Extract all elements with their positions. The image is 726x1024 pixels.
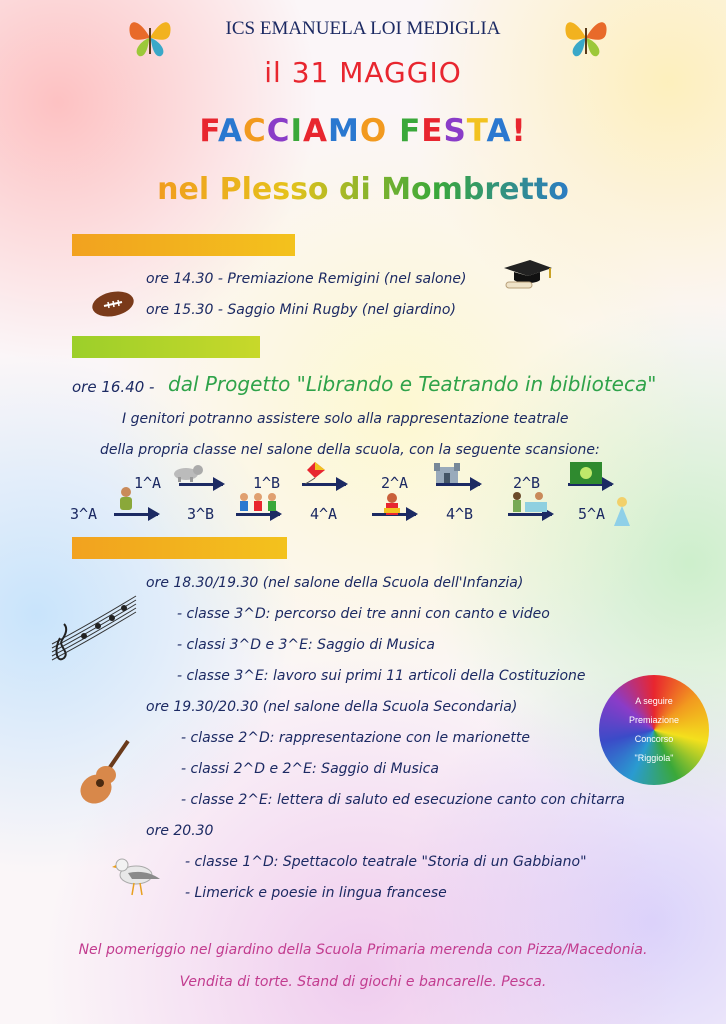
class-label: 4^A xyxy=(310,505,338,523)
title-letter: M xyxy=(328,113,360,149)
section-primaria-title xyxy=(72,336,260,358)
event-title xyxy=(0,113,726,149)
badge-line: Concorso xyxy=(634,734,674,744)
title-letter: C xyxy=(242,113,267,149)
secondaria-item: - classe 2^E: lettera di saluto ed esecuzione canto con chitarra xyxy=(181,792,625,808)
title-letter: A xyxy=(217,113,243,149)
class-label: 3^A xyxy=(70,505,98,523)
title-letter: C xyxy=(266,113,291,149)
secondaria-block-2-time: ore 19.30/20.30 (nel salone della Scuola Secondaria) xyxy=(146,699,518,715)
castle-icon xyxy=(432,459,462,483)
secondaria-item: - classi 2^D e 2^E: Saggio di Musica xyxy=(181,761,439,777)
class-label: 1^B xyxy=(253,474,281,492)
secondaria-item: - classe 3^D: percorso dei tre anni con canto e video xyxy=(177,606,550,622)
class-label: 5^A xyxy=(578,505,606,523)
infanzia-line-2: ore 15.30 - Saggio Mini Rugby (nel giardino) xyxy=(146,302,456,318)
primaria-desc-1: I genitori potranno assistere solo alla rappresentazione teatrale xyxy=(122,411,569,427)
section-infanzia-title xyxy=(72,234,295,256)
dog-icon xyxy=(170,462,204,482)
footer-line-1: Nel pomeriggio nel giardino della Scuola Primaria merenda con Pizza/Macedonia. xyxy=(78,942,648,958)
badge-line: "Riggiola" xyxy=(634,753,674,763)
location-title: nel Plesso di Mombretto xyxy=(0,172,726,207)
class-label: 1^A xyxy=(134,474,162,492)
class-label: 2^B xyxy=(513,474,541,492)
secondaria-item: - Limerick e poesie in lingua francese xyxy=(185,885,447,901)
landscape-icon xyxy=(570,462,602,484)
footer-line-2: Vendita di torte. Stand di giochi e bancarelle. Pesca. xyxy=(179,974,547,990)
infanzia-line-1: ore 14.30 - Premiazione Remigini (nel salone) xyxy=(146,271,467,287)
title-letter xyxy=(387,113,399,149)
graduation-cap-icon xyxy=(500,258,554,292)
secondaria-item: - classe 1^D: Spettacolo teatrale "Storia di un Gabbiano" xyxy=(185,854,587,870)
badge-line: A seguire xyxy=(635,696,673,706)
secondaria-block-3-time: ore 20.30 xyxy=(146,823,214,839)
seagull-icon xyxy=(112,853,164,897)
children-icon xyxy=(236,492,280,516)
contest-badge xyxy=(599,675,709,785)
secondaria-item: - classe 3^E: lavoro sui primi 11 articoli della Costituzione xyxy=(177,668,586,684)
school-name: ICS EMANUELA LOI MEDIGLIA xyxy=(225,18,501,39)
princess-icon xyxy=(612,496,632,526)
primaria-desc-2: della propria classe nel salone della scuola, con la seguente scansione: xyxy=(100,442,600,458)
primaria-project: dal Progetto "Librando e Teatrando in biblioteca" xyxy=(168,372,657,396)
class-label: 4^B xyxy=(446,505,474,523)
event-date: il 31 MAGGIO xyxy=(264,56,462,89)
title-letter: A xyxy=(303,113,329,149)
figure-icon xyxy=(115,486,137,512)
title-letter: ! xyxy=(511,113,527,149)
guitar-icon xyxy=(76,737,132,809)
title-letter: F xyxy=(199,113,218,149)
reading-girl-icon xyxy=(380,492,404,518)
class-label: 2^A xyxy=(381,474,409,492)
primaria-time: ore 16.40 - xyxy=(72,378,155,396)
class-label: 3^B xyxy=(187,505,215,523)
title-letter: I xyxy=(290,113,304,149)
kite-icon xyxy=(303,462,327,484)
title-letter: F xyxy=(399,113,422,149)
title-letter: E xyxy=(421,113,444,149)
title-letter: S xyxy=(443,113,467,149)
arrow-icon xyxy=(114,513,158,516)
reading-kids-icon xyxy=(509,490,553,516)
title-letter: O xyxy=(359,113,388,149)
secondaria-item: - classi 3^D e 3^E: Saggio di Musica xyxy=(177,637,435,653)
music-notes-icon xyxy=(50,588,140,668)
rugby-ball-icon xyxy=(90,289,136,319)
title-letter: A xyxy=(486,113,512,149)
title-letter: T xyxy=(466,113,487,149)
arrow-icon xyxy=(436,483,480,486)
secondaria-block-1-time: ore 18.30/19.30 (nel salone della Scuola dell'Infanzia) xyxy=(146,575,524,591)
secondaria-item: - classe 2^D: rappresentazione con le marionette xyxy=(181,730,531,746)
section-secondaria-title xyxy=(72,537,287,559)
badge-line: Premiazione xyxy=(628,715,680,725)
arrow-icon xyxy=(179,483,223,486)
